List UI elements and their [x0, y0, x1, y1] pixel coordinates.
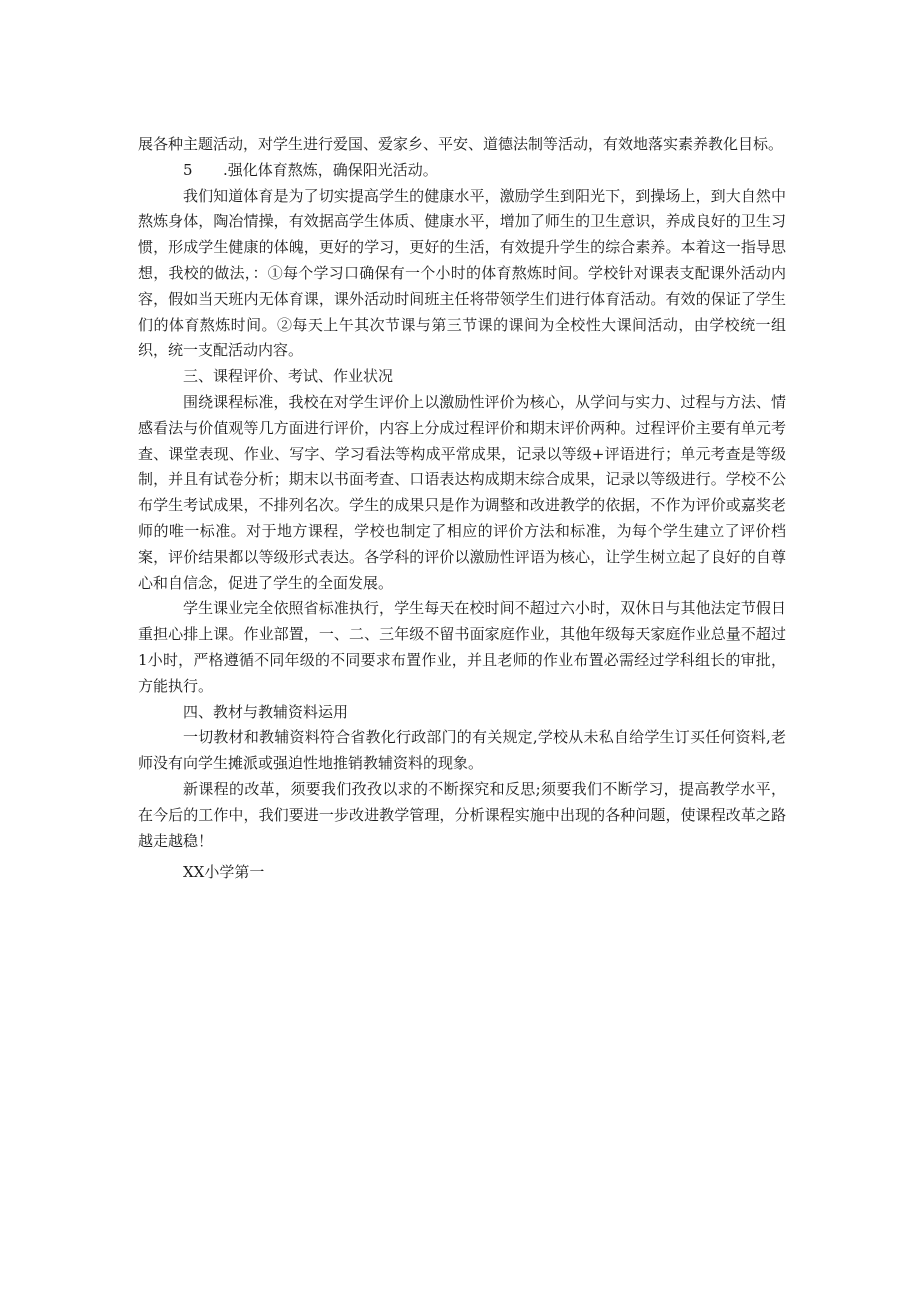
paragraph-sports: 我们知道体育是为了切实提高学生的健康水平，激励学生到阳光下，到操场上，到大自然中熬炼身体，陶冶情操，有效据高学生体质、健康水平，增加了师生的卫生意识，养成良好的卫生习惯，形成学生健康的体魄，更好的学习，更好的生活，有效提升学生的综合素养。本着这一指导思想，我校的做法，：①每个学习口确保有一个小时的体育熬炼时间。学校针对课表支配课外活动内容，假如当天班内无体育课，课外活动时间班主任将带领学生们进行体育活动。有效的保证了学生们的体育熬炼时间。②每天上午其次节课与第三节课的课间为全校性大课间活动，由学校统一组织，统一支配活动内容。: [138, 186, 786, 360]
signature: XX小学第一: [183, 863, 265, 882]
paragraph-homework: 学生课业完全依照省标准执行，学生每天在校时间不超过六小时，双休日与其他法定节假日重担心排上课。作业部置，一、二、三年级不留书面家庭作业，其他年级每天家庭作业总量不超过1小时，严格遵循不同年级的不同要求布置作业，并且老师的作业布置必需经过学科组长的审批，方能执行。: [138, 599, 786, 695]
paragraph-conclusion: 新课程的改革，须要我们孜孜以求的不断探究和反思;须要我们不断学习，提高教学水平，在今后的工作中，我们要进一步改进教学管理，分析课程实施中出现的各种问题，使课程改革之路越走越稳！: [138, 779, 786, 850]
heading-number: 5: [183, 160, 193, 179]
heading-title: .强化体育熬炼，确保阳光活动。: [223, 160, 438, 179]
section-heading-5: [138, 158, 786, 184]
paragraph-materials: 一切教材和教辅资料符合省教化行政部门的有关规定,学校从未私自给学生订买任何资料,老师没有向学生摊派或强迫性地推销教辅资料的现象。: [138, 728, 786, 773]
paragraph-evaluation: 围绕课程标准，我校在对学生评价上以激励性评价为核心，从学问与实力、过程与方法、情感看法与价值观等几方面进行评价，内容上分成过程评价和期末评价两种。过程评价主要有单元考查、课堂表现、作业、写字、学习看法等构成平常成果，记录以等级+评语进行；单元考查是等级制，并且有试卷分析；期末以书面考查、口语表达构成期末综合成果，记录以等级进行。学校不公布学生考试成果，不排列名次。学生的成果只是作为调整和改进教学的依据，不作为评价或嘉奖老师的唯一标准。对于地方课程，学校也制定了相应的评价方法和标准，为每个学生建立了评价档案，评价结果都以等级形式表达。各学科的评价以激励性评语为核心，让学生树立起了良好的自尊心和自信念，促进了学生的全面发展。: [138, 392, 786, 592]
paragraph-continued: 展各种主题活动，对学生进行爱国、爱家乡、平安、道德法制等活动，有效地落实素养教化目标。: [138, 135, 784, 153]
section-heading-3: 三、课程评价、考试、作业状况: [183, 367, 394, 386]
section-heading-4: 四、教材与教辅资料运用: [183, 702, 349, 721]
document-page: [138, 132, 786, 886]
